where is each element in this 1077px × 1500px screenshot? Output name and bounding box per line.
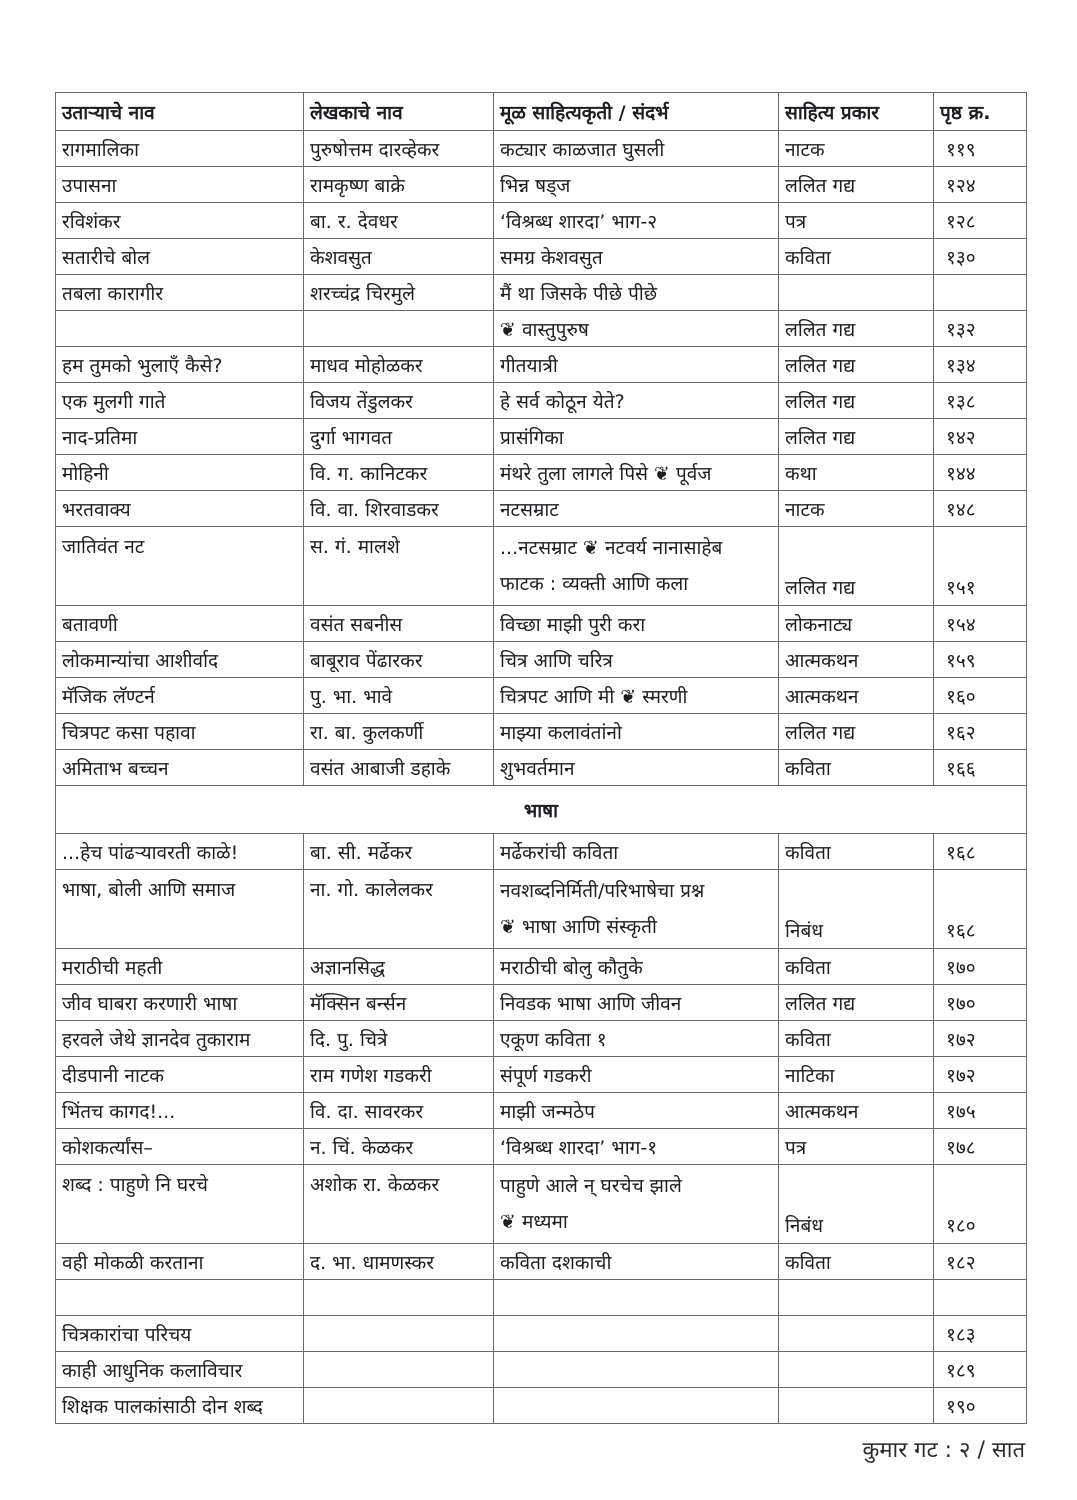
row-type: ललित गद्य (779, 985, 934, 1021)
table-row (56, 1129, 1027, 1165)
reference-line: ❦ भाषा आणि संस्कृती (500, 916, 657, 938)
reference-line: शुभवर्तमान (500, 757, 575, 780)
reference-line: संपूर्ण गडकरी (500, 1064, 592, 1087)
row-reference (494, 455, 779, 491)
row-page: १३० (934, 239, 1027, 275)
row-type: ललित गद्य (779, 419, 934, 455)
row-title: उपासना (56, 167, 304, 203)
row-type: लोकनाट्य (779, 606, 934, 642)
table-row (56, 527, 1027, 606)
row-author: राम गणेश गडकरी (304, 1057, 494, 1093)
row-page: १८२ (934, 1244, 1027, 1280)
section-row (56, 786, 1027, 834)
row-title: लोकमान्यांचा आशीर्वाद (56, 642, 304, 678)
row-author: अज्ञानसिद्ध (304, 949, 494, 985)
reference-line: ‘विश्रब्ध शारदा’ भाग-२ (500, 210, 658, 233)
reference-line: पाहुणे आले न् घरचेच झाले (500, 1175, 682, 1197)
table-row (56, 203, 1027, 239)
row-author: वि. वा. शिरवाडकर (304, 491, 494, 527)
row-author: मॅक्सिन बर्न्सन (304, 985, 494, 1021)
reference-line: मराठीची बोलु कौतुके (500, 956, 643, 979)
row-author: ना. गो. कालेलकर (304, 870, 494, 949)
row-page: १९० (934, 1388, 1027, 1424)
row-author: केशवसुत (304, 239, 494, 275)
table-row (56, 985, 1027, 1021)
header-title: उताऱ्याचे नाव (56, 93, 304, 131)
row-page (934, 275, 1027, 311)
header-author: लेखकाचे नाव (304, 93, 494, 131)
row-reference (494, 985, 779, 1021)
row-title: भरतवाक्य (56, 491, 304, 527)
row-type: आत्मकथन (779, 678, 934, 714)
table-row (56, 714, 1027, 750)
row-author: द. भा. धामणस्कर (304, 1244, 494, 1280)
reference-line: फाटक : व्यक्ती आणि कला (500, 573, 689, 595)
row-author: वसंत सबनीस (304, 606, 494, 642)
row-author: पुरुषोत्तम दारव्हेकर (304, 131, 494, 167)
row-type: ललित गद्य (779, 167, 934, 203)
reference-line: विच्छा माझी पुरी करा (500, 613, 646, 636)
row-reference (494, 1165, 779, 1244)
row-author (304, 1280, 494, 1316)
row-reference (494, 1316, 779, 1352)
table-row (56, 239, 1027, 275)
row-author: बा. सी. मर्ढेकर (304, 834, 494, 870)
row-author: रा. बा. कुलकर्णी (304, 714, 494, 750)
row-title: रविशंकर (56, 203, 304, 239)
row-author: वि. ग. कानिटकर (304, 455, 494, 491)
table-row (56, 491, 1027, 527)
row-page: १७५ (934, 1093, 1027, 1129)
header-page: पृष्ठ क्र. (934, 93, 1027, 131)
row-type: कथा (779, 455, 934, 491)
row-author (304, 311, 494, 347)
table-row (56, 678, 1027, 714)
row-author (304, 1352, 494, 1388)
row-type: ललित गद्य (779, 311, 934, 347)
row-title: भाषा, बोली आणि समाज (56, 870, 304, 949)
row-page: १५१ (934, 527, 1027, 606)
row-author: शरच्चंद्र चिरमुले (304, 275, 494, 311)
row-author: न. चिं. केळकर (304, 1129, 494, 1165)
table-row (56, 834, 1027, 870)
row-reference (494, 383, 779, 419)
row-author: वसंत आबाजी डहाके (304, 750, 494, 786)
row-author: रामकृष्ण बाक्रे (304, 167, 494, 203)
row-type: आत्मकथन (779, 1093, 934, 1129)
row-type: कविता (779, 750, 934, 786)
row-reference (494, 678, 779, 714)
row-reference (494, 949, 779, 985)
table-row (56, 455, 1027, 491)
row-reference (494, 167, 779, 203)
row-reference (494, 1352, 779, 1388)
row-title: भिंतच कागद!... (56, 1093, 304, 1129)
reference-line: गीतयात्री (500, 354, 558, 377)
row-type: नाटिका (779, 1057, 934, 1093)
table-row (56, 1021, 1027, 1057)
reference-line: हे सर्व कोठून येते? (500, 390, 625, 413)
reference-line: नवशब्दनिर्मिती/परिभाषेचा प्रश्न (500, 880, 705, 902)
table-row (56, 870, 1027, 949)
row-title: जीव घाबरा करणारी भाषा (56, 985, 304, 1021)
table-row (56, 167, 1027, 203)
row-author: स. गं. मालशे (304, 527, 494, 606)
header-type: साहित्य प्रकार (779, 93, 934, 131)
reference-line: ❦ वास्तुपुरुष (500, 318, 589, 341)
row-page: १३४ (934, 347, 1027, 383)
table-row (56, 1316, 1027, 1352)
row-reference (494, 239, 779, 275)
row-type: ललित गद्य (779, 383, 934, 419)
row-title: ...हेच पांढऱ्यावरती काळे! (56, 834, 304, 870)
row-page: १७८ (934, 1129, 1027, 1165)
table-row (56, 949, 1027, 985)
reference-line: ❦ मध्यमा (500, 1211, 568, 1233)
row-title: मॅजिक लॅण्टर्न (56, 678, 304, 714)
row-type: नाटक (779, 131, 934, 167)
reference-line: निवडक भाषा आणि जीवन (500, 992, 682, 1015)
row-reference (494, 1093, 779, 1129)
row-type: कविता (779, 1244, 934, 1280)
row-page: १६८ (934, 834, 1027, 870)
row-reference (494, 1244, 779, 1280)
table-row (56, 1280, 1027, 1316)
row-type: निबंध (779, 870, 934, 949)
row-type (779, 1352, 934, 1388)
table-row (56, 347, 1027, 383)
reference-line: कट्यार काळजात घुसली (500, 138, 665, 161)
row-author: दुर्गा भागवत (304, 419, 494, 455)
table-row (56, 383, 1027, 419)
row-type: पत्र (779, 1129, 934, 1165)
row-page: १४४ (934, 455, 1027, 491)
row-reference (494, 419, 779, 455)
row-type: ललित गद्य (779, 714, 934, 750)
table-row (56, 750, 1027, 786)
row-page: १६८ (934, 870, 1027, 949)
row-reference (494, 203, 779, 239)
row-type (779, 275, 934, 311)
row-page: १६० (934, 678, 1027, 714)
row-reference (494, 1388, 779, 1424)
row-author: माधव मोहोळकर (304, 347, 494, 383)
row-reference (494, 714, 779, 750)
row-reference (494, 606, 779, 642)
row-type: नाटक (779, 491, 934, 527)
row-title: बतावणी (56, 606, 304, 642)
table-row (56, 1388, 1027, 1424)
table-row (56, 275, 1027, 311)
row-type (779, 1388, 934, 1424)
table-row (56, 419, 1027, 455)
section-heading: भाषा (56, 786, 1027, 834)
row-page: १५४ (934, 606, 1027, 642)
row-type: कविता (779, 1021, 934, 1057)
table-row (56, 1352, 1027, 1388)
row-author (304, 1388, 494, 1424)
row-type (779, 1280, 934, 1316)
row-author: बा. र. देवधर (304, 203, 494, 239)
reference-line: चित्र आणि चरित्र (500, 649, 613, 672)
reference-line: मैं था जिसके पीछे पीछे (500, 282, 658, 305)
row-type: पत्र (779, 203, 934, 239)
row-page: १७२ (934, 1021, 1027, 1057)
row-author: दि. पु. चित्रे (304, 1021, 494, 1057)
row-title (56, 311, 304, 347)
row-reference (494, 1021, 779, 1057)
table-header-row (56, 93, 1027, 131)
row-page: १४२ (934, 419, 1027, 455)
row-title: मोहिनी (56, 455, 304, 491)
row-page: १८० (934, 1165, 1027, 1244)
row-page (934, 1280, 1027, 1316)
row-page: १६२ (934, 714, 1027, 750)
row-page: १२४ (934, 167, 1027, 203)
reference-line: माझी जन्मठेप (500, 1100, 595, 1123)
reference-line: ...नटसम्राट ❦ नटवर्य नानासाहेब (500, 537, 723, 559)
reference-line: मंथरे तुला लागले पिसे ❦ पूर्वज (500, 462, 712, 485)
row-page: १८९ (934, 1352, 1027, 1388)
table-row (56, 1093, 1027, 1129)
row-author: अशोक रा. केळकर (304, 1165, 494, 1244)
row-title: हम तुमको भुलाएँ कैसे? (56, 347, 304, 383)
reference-line: मर्ढेकरांची कविता (500, 841, 619, 864)
row-title: काही आधुनिक कलाविचार (56, 1352, 304, 1388)
row-page: १७० (934, 949, 1027, 985)
row-title: वही मोकळी करताना (56, 1244, 304, 1280)
reference-line: एकूण कविता १ (500, 1028, 607, 1051)
reference-line: प्रासंगिका (500, 426, 564, 449)
row-title: कोशकर्त्यांस– (56, 1129, 304, 1165)
row-type: कविता (779, 239, 934, 275)
row-type: ललित गद्य (779, 527, 934, 606)
row-page: १४८ (934, 491, 1027, 527)
row-reference (494, 347, 779, 383)
row-title: तबला कारागीर (56, 275, 304, 311)
row-type: कविता (779, 834, 934, 870)
reference-line: नटसम्राट (500, 498, 559, 521)
table-body-part1 (56, 131, 1027, 786)
row-title: शब्द : पाहुणे नि घरचे (56, 1165, 304, 1244)
row-title: नाद-प्रतिमा (56, 419, 304, 455)
reference-line: भिन्न षड्ज (500, 174, 571, 197)
row-type: निबंध (779, 1165, 934, 1244)
table-row (56, 311, 1027, 347)
row-title: सतारीचे बोल (56, 239, 304, 275)
row-page: १७२ (934, 1057, 1027, 1093)
row-reference (494, 1280, 779, 1316)
row-page: १५९ (934, 642, 1027, 678)
row-reference (494, 275, 779, 311)
reference-line: समग्र केशवसुत (500, 246, 603, 269)
row-type: ललित गद्य (779, 347, 934, 383)
row-reference (494, 131, 779, 167)
table-row (56, 1165, 1027, 1244)
table-row (56, 1244, 1027, 1280)
table-row (56, 1057, 1027, 1093)
row-reference (494, 1057, 779, 1093)
header-reference: मूळ साहित्यकृती / संदर्भ (494, 93, 779, 131)
table-body-part2 (56, 834, 1027, 1424)
row-reference (494, 750, 779, 786)
row-page: १३८ (934, 383, 1027, 419)
row-title: हरवले जेथे ज्ञानदेव तुकाराम (56, 1021, 304, 1057)
row-page: १७० (934, 985, 1027, 1021)
row-title: जातिवंत नट (56, 527, 304, 606)
reference-line: चित्रपट आणि मी ❦ स्मरणी (500, 685, 688, 708)
row-author: पु. भा. भावे (304, 678, 494, 714)
row-page: १२८ (934, 203, 1027, 239)
row-title: चित्रपट कसा पहावा (56, 714, 304, 750)
row-title: चित्रकारांचा परिचय (56, 1316, 304, 1352)
row-reference (494, 870, 779, 949)
row-title: रागमालिका (56, 131, 304, 167)
row-type: कविता (779, 949, 934, 985)
row-title: मराठीची महती (56, 949, 304, 985)
row-reference (494, 527, 779, 606)
reference-line: माझ्या कलावंतांनो (500, 721, 622, 744)
table-row (56, 606, 1027, 642)
table-row (56, 131, 1027, 167)
row-title: एक मुलगी गाते (56, 383, 304, 419)
reference-line: कविता दशकाची (500, 1251, 612, 1274)
row-reference (494, 491, 779, 527)
row-page: १३२ (934, 311, 1027, 347)
row-page: १८३ (934, 1316, 1027, 1352)
row-title: शिक्षक पालकांसाठी दोन शब्द (56, 1388, 304, 1424)
row-reference (494, 834, 779, 870)
contents-table (55, 92, 1027, 1424)
row-title: दीडपानी नाटक (56, 1057, 304, 1093)
row-type (779, 1316, 934, 1352)
row-title (56, 1280, 304, 1316)
row-author: विजय तेंडुलकर (304, 383, 494, 419)
row-title: अमिताभ बच्चन (56, 750, 304, 786)
row-type: आत्मकथन (779, 642, 934, 678)
row-author (304, 1316, 494, 1352)
row-reference (494, 1129, 779, 1165)
row-author: वि. दा. सावरकर (304, 1093, 494, 1129)
row-reference (494, 311, 779, 347)
page-footer: कुमार गट : २ / सात (862, 1438, 1025, 1463)
row-page: १६६ (934, 750, 1027, 786)
row-author: बाबूराव पेंढारकर (304, 642, 494, 678)
reference-line: ‘विश्रब्ध शारदा’ भाग-१ (500, 1136, 658, 1159)
row-reference (494, 642, 779, 678)
table-row (56, 642, 1027, 678)
row-page: ११९ (934, 131, 1027, 167)
